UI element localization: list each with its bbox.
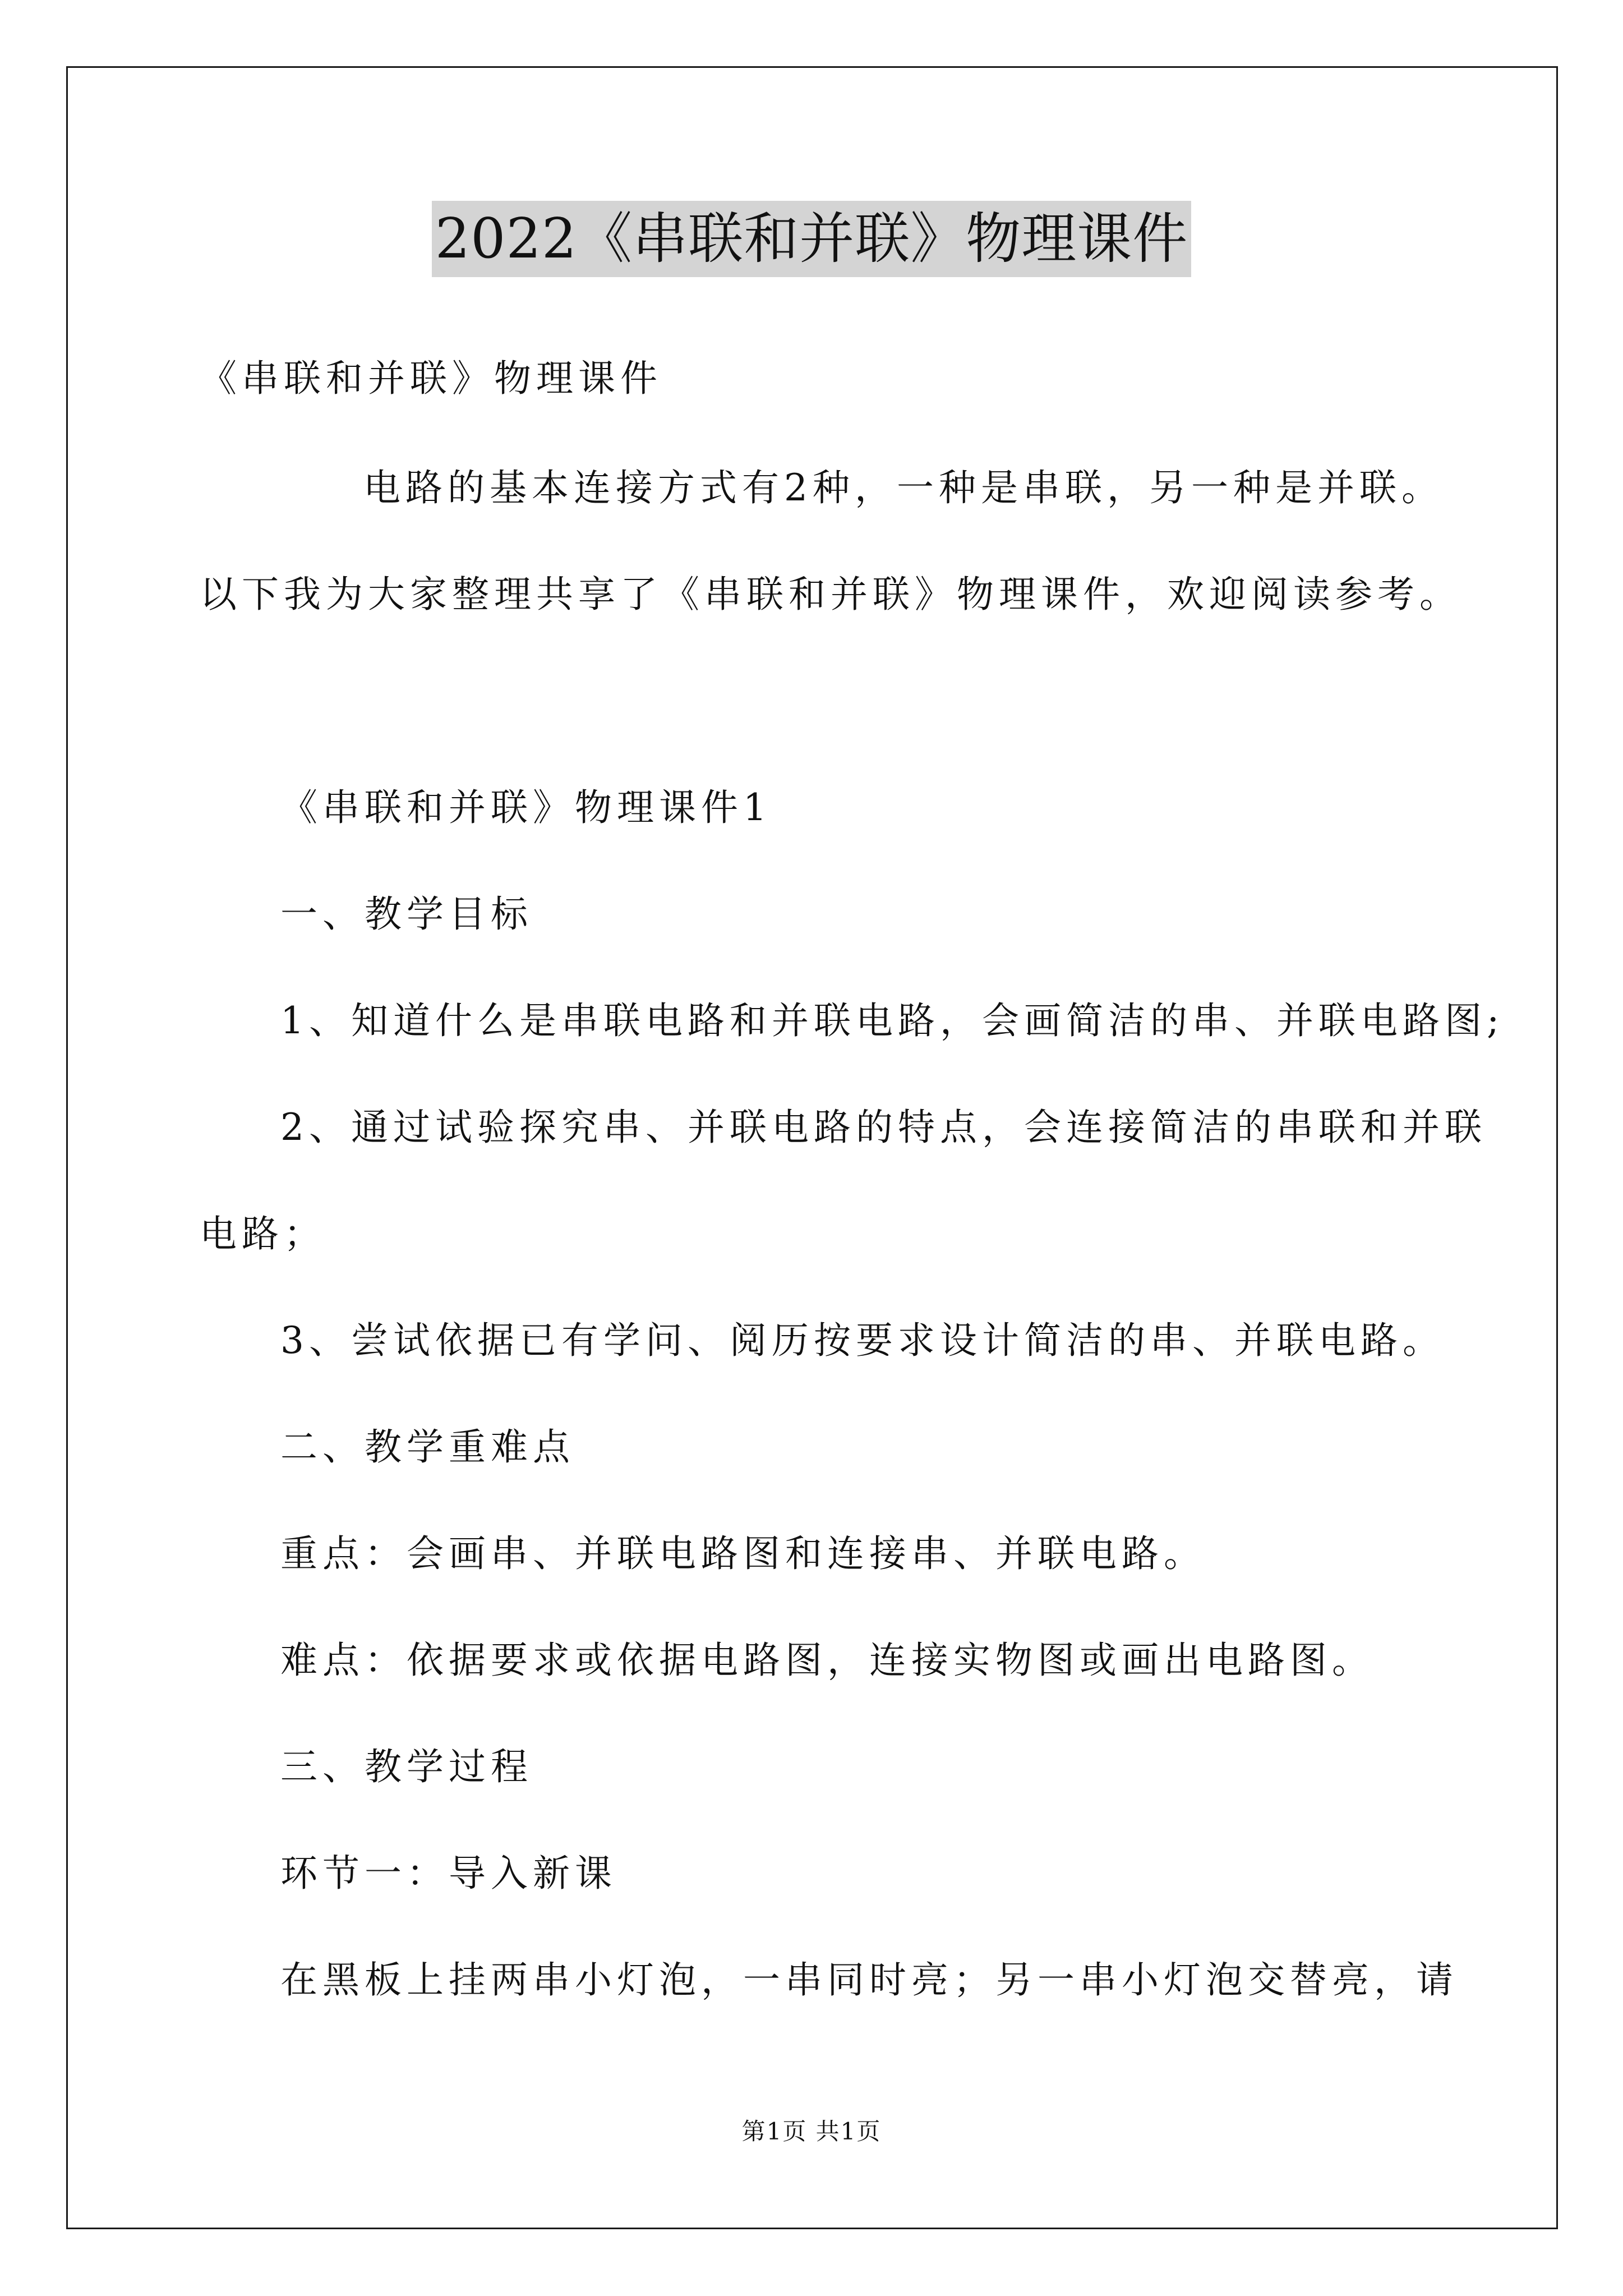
intro-line-2: 以下我为大家整理共享了《串联和并联》物理课件，欢迎阅读参考。 <box>200 573 1461 616</box>
goal-1: 1、知道什么是串联电路和并联电路，会画简洁的串、并联电路图; <box>280 999 1505 1042</box>
process-heading: 三、教学过程 <box>280 1745 533 1788</box>
difficulty: 难点：依据要求或依据电路图，连接实物图或画出电路图。 <box>280 1639 1374 1682</box>
document-title: 2022《串联和并联》物理课件 <box>432 201 1191 277</box>
goal-3: 3、尝试依据已有学问、阅历按要求设计简洁的串、并联电路。 <box>280 1319 1445 1362</box>
key-point: 重点：会画串、并联电路图和连接串、并联电路。 <box>280 1532 1206 1575</box>
step-1-text: 在黑板上挂两串小灯泡，一串同时亮；另一串小灯泡交替亮，请 <box>280 1958 1458 2001</box>
key-heading: 二、教学重难点 <box>280 1425 575 1469</box>
subtitle: 《串联和并联》物理课件 <box>200 357 662 400</box>
page-footer: 第1页 共1页 <box>741 2118 882 2145</box>
goal-2-line-1: 2、通过试验探究串、并联电路的特点，会连接简洁的串联和并联 <box>280 1106 1487 1149</box>
title-container <box>0 201 1623 277</box>
goal-2-line-2: 电路； <box>200 1212 326 1255</box>
goals-heading: 一、教学目标 <box>280 892 533 936</box>
step-1: 环节一：导入新课 <box>280 1852 617 1895</box>
section-heading: 《串联和并联》物理课件1 <box>280 786 772 829</box>
intro-line-1: 电路的基本连接方式有2种，一种是串联，另一种是并联。 <box>363 466 1444 509</box>
